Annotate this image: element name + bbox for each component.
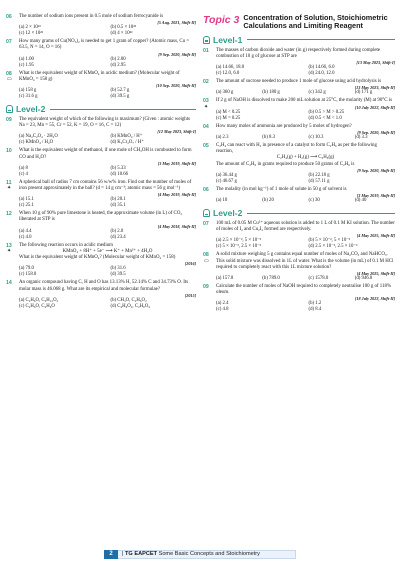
option-b[interactable]: (b) 0.5 × 10²³ (110, 25, 137, 31)
question-number: 06 (203, 186, 209, 193)
level-icon (6, 105, 13, 113)
question-text: What is the equivalent weight of KMnO₄ in acidic medium? (Molecular weight of KMnO₄ = 158 g) (19, 70, 180, 82)
option-c[interactable]: (c) 31.6 g (19, 94, 38, 100)
exam-source: [13 May 2023, Shift-I] (356, 60, 395, 66)
question-number: 14 (6, 280, 12, 287)
question-11-left (6, 180, 196, 209)
exam-source: [9 Sep. 2020, Shift-II] (357, 129, 395, 135)
option-d[interactable]: (d) 0.5 < M < 1.0 (308, 115, 342, 121)
exam-source: [2015] (184, 292, 196, 298)
question-number: 10 (6, 148, 12, 155)
question-text-continued: What is the equivalent weight of KMnO₄? (Molecular weight of KMnO₄ = 158) (19, 255, 176, 261)
question-13-left (6, 243, 196, 279)
option-d[interactable]: (d) 3.3 (354, 134, 368, 140)
options (19, 25, 196, 37)
option-d[interactable]: (d) C₄H₆O₂, C₂H₆O₄ (110, 303, 150, 309)
exam-source: [18 July 2022, Shift-II] (354, 296, 395, 302)
question-text: The amount of sucrose needed to produce 1 mole of glucose using acid hydrolysis is (216, 79, 382, 85)
question-10-left (6, 148, 196, 177)
question-text: When 10 g of 90% pure limestone is heated, the approximate volume (in L) of CO₂ liberated at STP is (19, 211, 183, 223)
level-icon (203, 209, 210, 217)
options (19, 229, 196, 241)
option-a[interactable]: (a) 2.3 (216, 134, 229, 140)
page-number: 2 (104, 550, 118, 559)
question-09-left (6, 117, 196, 146)
option-c[interactable]: (c) 25.1 (19, 203, 34, 209)
options (216, 238, 395, 250)
option-a[interactable]: (a) Na₂C₂O₄ · 2H₂O (19, 134, 58, 140)
level-icon (203, 36, 210, 44)
question-number: 08 (203, 252, 209, 259)
question-09-right (203, 284, 395, 313)
options (216, 135, 395, 141)
option-b[interactable]: (b) 2.0 (110, 228, 124, 234)
option-b[interactable]: (b) 14.66, 6.0 (308, 65, 335, 71)
options (216, 198, 395, 204)
exam-source: [4 May 2025, Shift-II] (356, 233, 395, 239)
reaction-equation: C₂H₄(g) + H₂(g) ⟶ C₂H₆(g) (276, 155, 335, 161)
footer-chapter: Some Basic Concepts and Stoichiometry (158, 551, 260, 557)
level-2-heading (6, 104, 196, 114)
pin-icon: ✦ (7, 186, 12, 192)
exam-source: [2016] (184, 261, 196, 267)
option-b[interactable]: (b) 31.6 (110, 266, 126, 272)
option-b[interactable]: (b) 1.2 (308, 301, 322, 307)
exam-source: [10 July 2022, Shift-II] (354, 104, 395, 110)
right-column (203, 14, 395, 315)
question-text: Calculate the number of moles of NaOH required to completely neutralise 100 g of 118% oleum. (216, 284, 392, 296)
option-a[interactable]: (a) 4.4 (19, 228, 32, 234)
option-a[interactable]: (a) 1.00 (19, 56, 34, 62)
option-b[interactable]: (b) 20 (262, 198, 274, 204)
option-d[interactable]: (d) 40 (354, 198, 367, 204)
option-a[interactable]: (a) M < 0.25 (216, 109, 241, 115)
option-d[interactable]: (d) 946.8 (354, 276, 373, 282)
question-08-left (6, 71, 196, 100)
footer-brand: TG EAPCET (125, 551, 158, 557)
option-c[interactable]: (c) 5 × 10⁻³, 2.5 × 10⁻³ (216, 244, 262, 250)
option-a[interactable]: (a) 10 (216, 198, 228, 204)
question-05-right (203, 143, 395, 185)
question-number: 09 (6, 117, 12, 124)
question-text: The molality (in mol kg⁻¹) of 1 mole of solute in 50 g of solvent is (216, 186, 347, 192)
video-icon: ▭ (7, 77, 12, 83)
question-text: What is the equivalent weight of methanol, if one mole of CH₃OH is combusted to form CO and H₂O? (19, 148, 192, 160)
options (216, 276, 395, 282)
option-d[interactable]: (d) 10.66 (110, 171, 129, 177)
question-06-right (203, 187, 395, 204)
options (19, 197, 196, 209)
question-01-right (203, 48, 395, 77)
question-number: 01 (203, 47, 209, 54)
option-c[interactable]: (c) 1578.0 (308, 276, 329, 282)
option-d[interactable]: (d) 35.1 (110, 203, 126, 209)
pin-icon: ✦ (204, 104, 209, 110)
question-02-right (203, 79, 395, 96)
option-a[interactable]: (a) 157.8 (216, 276, 234, 282)
question-text: The following reaction occurs in acidic medium (19, 242, 113, 248)
option-a[interactable]: (a) 2 × 10²³ (19, 25, 41, 31)
question-text-continued: The amount of C₂H₆ in grams required to produce 50 grams of C₂H₆ is (216, 161, 355, 167)
option-b[interactable]: (b) 5 × 10⁻³, 5 × 10⁻³ (308, 238, 351, 244)
option-c[interactable]: (c) 10.3 (308, 134, 324, 140)
page-footer (0, 550, 400, 560)
reaction-equation: KMnO₄ + 8H⁺ + 5e⁻ ⟶ K⁺ + Mn²⁺ + 4H₂O (62, 248, 153, 254)
option-b[interactable]: (b) CH₃O, C₂H₆O₂ (110, 297, 147, 303)
question-text: A spherical ball of radius 7 cm contains 56 w/w% iron. Find out the number of moles of iron present approximately in the ball? (d = 14 g cm⁻³; atomic mass = 56 g mol⁻¹) (19, 179, 192, 192)
option-b[interactable]: (b) KMnO₄ / H⁺ (110, 134, 143, 140)
options (19, 266, 196, 278)
topic-header (203, 14, 395, 31)
question-07-right (203, 221, 395, 250)
exam-source: [13 May 2023, Shift-II] (354, 85, 395, 91)
option-c[interactable]: (c) 12.0, 6.0 (216, 71, 240, 77)
option-c[interactable]: (c) 46.67 g (216, 178, 237, 184)
exam-source: [3 May 2019, Shift-II] (157, 160, 196, 166)
footer-separator: | (122, 551, 124, 557)
question-06-left (6, 14, 196, 37)
question-14-left (6, 280, 196, 309)
option-c[interactable]: (c) 1.95 (19, 62, 34, 68)
option-c[interactable]: (c) 4 (19, 171, 28, 177)
exam-source: [4 May 2019, Shift-II] (157, 192, 196, 198)
question-text: A solid mixture weighing 5 g contains equal number of moles of Na₂CO₃ and NaHCO₃. This solid mixture was dissolved in 1L of water. What is the volume (in mL) of 0.1 M HCl required to completely react with this 1L mixture solution? (216, 252, 394, 270)
option-a[interactable]: (a) 360 g (216, 90, 234, 96)
option-a[interactable]: (a) 15.1 (19, 197, 34, 203)
option-c[interactable]: (c) 30 (308, 198, 320, 204)
level-label: Level-2 (213, 208, 243, 219)
option-a[interactable]: (a) 2.4 (216, 301, 229, 307)
option-d[interactable]: (d) K₂Cr₂O₇ / H⁺ (110, 140, 144, 146)
option-b[interactable]: (b) 8.3 (262, 134, 276, 140)
question-text: The number of sodium ions present in 0.5 mole of sodium ferrocyanide is (19, 14, 164, 19)
options (19, 134, 196, 146)
question-text: How many moles of ammonia are produced by 5 moles of hydrogen? (216, 123, 352, 129)
option-b[interactable]: (b) 789.0 (262, 276, 280, 282)
options (216, 173, 395, 185)
option-d[interactable]: (d) 39.5 (110, 272, 126, 278)
options (19, 166, 196, 178)
level-2-heading-right (203, 208, 395, 218)
left-column (6, 14, 196, 312)
exam-source: [5 Aug. 2021, Shift-II] (157, 20, 196, 26)
options (19, 57, 196, 69)
question-04-right (203, 124, 395, 141)
footer-title (122, 550, 260, 559)
option-c[interactable]: (c) M = 0.25 (216, 115, 241, 121)
question-number: 09 (203, 284, 209, 291)
option-c[interactable]: (c) 342 g (308, 90, 326, 96)
question-number: 08 (6, 70, 12, 77)
question-number: 13 (6, 242, 12, 249)
question-number: 02 (203, 79, 209, 86)
options (216, 301, 395, 313)
pin-icon: ✦ (7, 249, 12, 255)
question-number: 03 (203, 98, 209, 105)
option-a[interactable]: (a) C₂H₆O, C₄H₁₂O₂ (19, 297, 59, 303)
option-b[interactable]: (b) 0.5 > M > 0.25 (308, 109, 345, 115)
question-number: 06 (6, 14, 12, 20)
option-b[interactable]: (b) 2.00 (110, 56, 126, 62)
exam-source: [12 May 2023, Shift-I] (157, 129, 196, 135)
question-text: 100 mL of 0.05 M Cu²⁺ aqueous solution is added to 1 L of 0.1 M KI solution. The number of moles of I₂ and Cu₂I₂ formed are respectively. (216, 221, 395, 233)
question-number: 07 (6, 39, 12, 46)
exam-source: [4 May 2018, Shift-II] (157, 223, 196, 229)
option-a[interactable]: (a) 14.66, 18.0 (216, 65, 245, 71)
option-d[interactable]: (d) 24.0, 12.0 (308, 71, 335, 77)
question-text: C₂H₄ can react with H₂ in presence of a catalyst to form C₂H₆ as per the following reaction, (216, 142, 377, 155)
exam-source: [9 Sep. 2020, Shift-II] (357, 167, 395, 173)
option-a[interactable]: (a) 158 g (19, 88, 37, 94)
option-d[interactable]: (d) 8.4 (308, 307, 322, 313)
question-text: If 2 g of NaOH is dissolved to make 200 mL solution at 25°C, the molarity (M) at 90°C is (216, 98, 392, 104)
question-number: 05 (203, 142, 209, 149)
question-number: 04 (203, 123, 209, 130)
level-label: Level-2 (16, 104, 46, 115)
question-07-left (6, 39, 196, 68)
option-d[interactable]: (d) 57.11 g (308, 178, 330, 184)
question-number: 11 (6, 179, 12, 186)
exam-source: [3 May 2019, Shift-II] (356, 193, 395, 199)
option-c[interactable]: (c) C₂H₆O, C₂H₆O (19, 303, 55, 309)
options (216, 110, 395, 122)
question-03-right (203, 98, 395, 121)
question-text: How many grams of Cu(NO₃)₂ is needed to get 1 gram of copper? (Atomic mass, Cu = 63.5, N = 14, O = 16) (19, 39, 190, 51)
option-a[interactable]: (a) 79.0 (19, 266, 34, 272)
video-icon: ▭ (204, 258, 209, 264)
option-d[interactable]: (d) 2.95 (110, 62, 126, 68)
topic-tag: Topic 3 (203, 14, 240, 26)
divider (247, 213, 395, 214)
option-c[interactable]: (c) 4.8 (216, 307, 229, 313)
question-number: 07 (203, 221, 209, 228)
options (19, 298, 196, 310)
option-b[interactable]: (b) 22.18 g (308, 172, 330, 178)
option-c[interactable]: (c) 158.0 (19, 272, 37, 278)
options (19, 88, 196, 100)
option-d[interactable]: (d) 2.5 × 10⁻³, 2.5 × 10⁻³ (308, 244, 358, 250)
level-1-heading (203, 35, 395, 45)
question-number: 12 (6, 211, 12, 218)
exam-source: [10 Sep. 2020, Shift-II] (156, 83, 196, 89)
exam-source: [9 Sep. 2020, Shift-II] (158, 51, 196, 57)
option-a[interactable]: (a) 8 (19, 165, 28, 171)
option-d[interactable]: (d) 23.4 (110, 234, 126, 240)
option-d[interactable]: (d) 39.5 g (110, 94, 130, 100)
option-c[interactable]: (c) 4.0 (19, 234, 32, 240)
option-b[interactable]: (b) 20.1 (110, 197, 126, 203)
divider (50, 109, 196, 110)
question-08-right (203, 252, 395, 282)
question-12-left (6, 211, 196, 240)
options (216, 65, 395, 77)
option-d[interactable]: (d) 4 × 10²³ (110, 31, 133, 37)
option-c[interactable]: (c) 12 × 10²³ (19, 31, 44, 37)
exam-source: [4 May 2025, Shift-II] (356, 271, 395, 277)
level-label: Level-1 (213, 34, 243, 45)
option-b[interactable]: (b) 5.33 (110, 165, 126, 171)
topic-title: Concentration of Solution, Stoichiometric Calculations and Limiting Reagent (243, 13, 388, 31)
question-text: The masses of carbon dioxide and water (in g) respectively formed during complete combustion of 10 g of glucose at STP are (216, 47, 381, 60)
question-text: The equivalent weight of which of the following is maximum? (Given : atomic weights Na = 23, Mn = 55, Cr = 52, K = 19, O = 16, C = 12) (19, 117, 190, 129)
question-text: An organic compound having C, H and O has 13.13% H, 52.14% C and 34.73% O. Its molar mass is 46.068 g. What are its empirical and molecular formulae? (19, 280, 189, 292)
option-b[interactable]: (b) 52.7 g (110, 88, 130, 94)
divider (247, 39, 395, 40)
option-a[interactable]: (a) 2.5 × 10⁻³, 5 × 10⁻³ (216, 238, 262, 244)
option-c[interactable]: (c) KMnO₄ / H₂O (19, 140, 54, 146)
option-d[interactable]: (d) 171 g (354, 90, 373, 96)
option-b[interactable]: (b) 180 g (262, 90, 280, 96)
options (216, 90, 395, 96)
option-a[interactable]: (a) 36.44 g (216, 172, 237, 178)
